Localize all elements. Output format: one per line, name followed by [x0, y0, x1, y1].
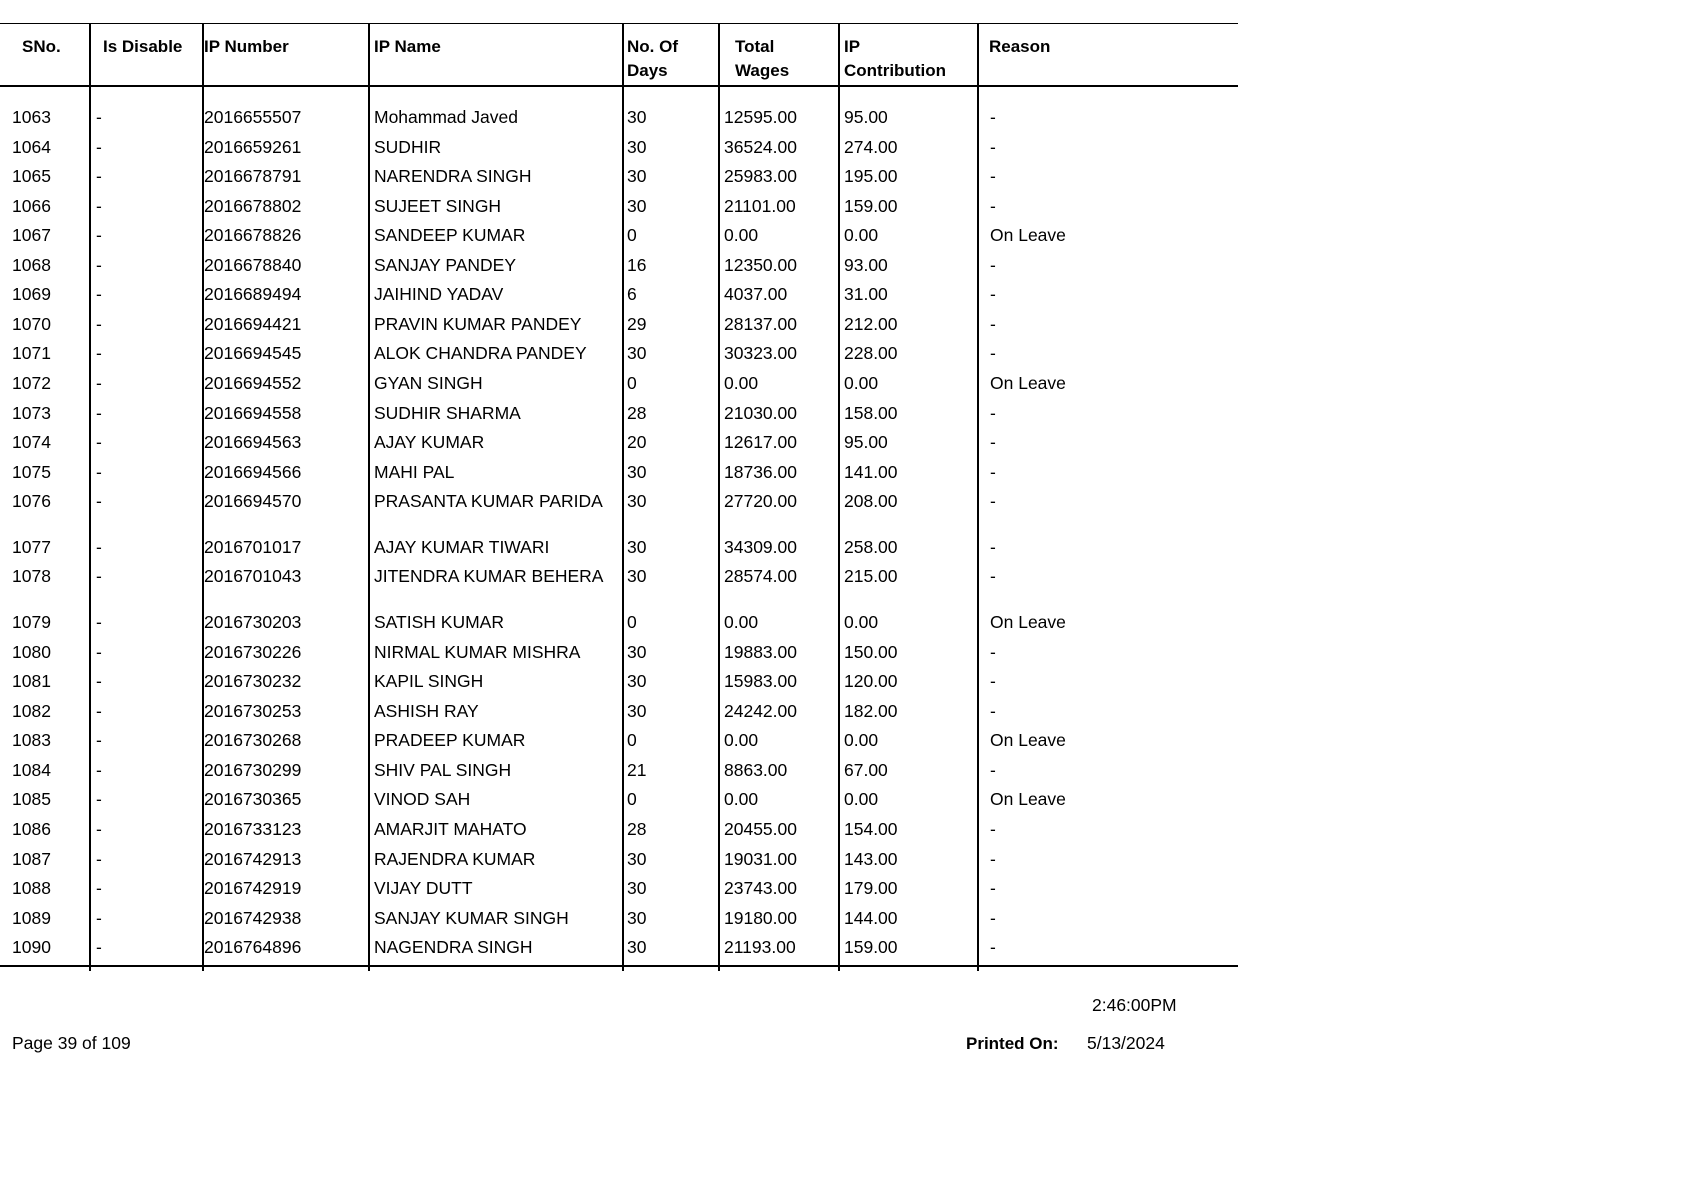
cell-ip-number: 2016678826 [204, 225, 302, 245]
cell-ip-number: 2016694545 [204, 343, 302, 363]
cell-disable: - [96, 937, 102, 957]
cell-days: 0 [627, 789, 637, 809]
cell-sno: 1076 [12, 491, 51, 511]
column-header-text: Is Disable [103, 37, 183, 56]
cell-wages: 0.00 [724, 789, 759, 809]
cell-days: 30 [627, 462, 647, 482]
cell-disable: - [96, 612, 102, 632]
cell-days: 30 [627, 537, 647, 557]
cell-reason: - [990, 107, 996, 127]
header-bottom-rule [0, 85, 1238, 87]
cell-sno: 1081 [12, 671, 51, 691]
printed-time: 2:46:00PM [1092, 995, 1177, 1015]
cell-disable: - [96, 225, 102, 245]
cell-reason: - [990, 878, 996, 898]
cell-reason: - [990, 196, 996, 216]
cell-wages: 24242.00 [724, 701, 797, 721]
cell-sno: 1072 [12, 373, 51, 393]
cell-ip-name: VIJAY DUTT [374, 878, 473, 898]
cell-days: 30 [627, 566, 647, 586]
cell-ip-name: JAIHIND YADAV [374, 284, 504, 304]
cell-ip-name: ASHISH RAY [374, 701, 479, 721]
cell-sno: 1065 [12, 166, 51, 186]
table-top-rule [0, 23, 1238, 24]
column-header-ip-number [204, 35, 289, 59]
cell-reason: - [990, 166, 996, 186]
cell-contribution: 215.00 [844, 566, 898, 586]
cell-days: 30 [627, 908, 647, 928]
cell-disable: - [96, 314, 102, 334]
cell-contribution: 0.00 [844, 225, 879, 245]
column-header-text: Wages [735, 61, 790, 80]
column-header-text: SNo. [22, 37, 61, 56]
cell-ip-number: 2016701017 [204, 537, 302, 557]
cell-wages: 12617.00 [724, 432, 797, 452]
cell-days: 30 [627, 107, 647, 127]
cell-wages: 27720.00 [724, 491, 797, 511]
column-header-text: IP Name [374, 37, 441, 56]
cell-ip-number: 2016730232 [204, 671, 302, 691]
cell-sno: 1075 [12, 462, 51, 482]
cell-ip-name: SUDHIR SHARMA [374, 403, 521, 423]
cell-sno: 1079 [12, 612, 51, 632]
cell-ip-name: RAJENDRA KUMAR [374, 849, 536, 869]
cell-wages: 21030.00 [724, 403, 797, 423]
contribution-table [0, 23, 1238, 971]
cell-disable: - [96, 878, 102, 898]
cell-reason: - [990, 819, 996, 839]
cell-sno: 1077 [12, 537, 51, 557]
cell-days: 0 [627, 612, 637, 632]
cell-ip-number: 2016694421 [204, 314, 302, 334]
cell-reason: - [990, 701, 996, 721]
cell-reason: - [990, 937, 996, 957]
cell-days: 30 [627, 343, 647, 363]
cell-contribution: 159.00 [844, 196, 898, 216]
cell-ip-number: 2016733123 [204, 819, 302, 839]
cell-ip-name: ALOK CHANDRA PANDEY [374, 343, 587, 363]
cell-reason: On Leave [990, 730, 1066, 750]
cell-disable: - [96, 819, 102, 839]
cell-ip-name: NAGENDRA SINGH [374, 937, 533, 957]
cell-sno: 1066 [12, 196, 51, 216]
cell-ip-name: SHIV PAL SINGH [374, 760, 512, 780]
cell-reason: - [990, 255, 996, 275]
cell-wages: 12350.00 [724, 255, 797, 275]
column-header-text: Days [627, 61, 668, 80]
cell-days: 30 [627, 166, 647, 186]
cell-disable: - [96, 137, 102, 157]
cell-contribution: 158.00 [844, 403, 898, 423]
cell-ip-number: 2016678840 [204, 255, 302, 275]
cell-ip-name: SANJAY PANDEY [374, 255, 516, 275]
cell-wages: 19883.00 [724, 642, 797, 662]
column-header-text: No. Of [627, 37, 678, 56]
cell-wages: 0.00 [724, 612, 759, 632]
cell-contribution: 208.00 [844, 491, 898, 511]
cell-disable: - [96, 730, 102, 750]
cell-ip-number: 2016694552 [204, 373, 302, 393]
cell-contribution: 144.00 [844, 908, 898, 928]
cell-contribution: 0.00 [844, 730, 879, 750]
cell-contribution: 141.00 [844, 462, 898, 482]
cell-disable: - [96, 373, 102, 393]
cell-wages: 23743.00 [724, 878, 797, 898]
cell-reason: On Leave [990, 373, 1066, 393]
cell-reason: On Leave [990, 225, 1066, 245]
cell-disable: - [96, 537, 102, 557]
cell-days: 21 [627, 760, 647, 780]
cell-disable: - [96, 196, 102, 216]
cell-wages: 20455.00 [724, 819, 797, 839]
cell-sno: 1064 [12, 137, 51, 157]
cell-reason: On Leave [990, 789, 1066, 809]
cell-days: 16 [627, 255, 647, 275]
cell-reason: - [990, 537, 996, 557]
cell-wages: 28137.00 [724, 314, 797, 334]
cell-ip-name: SUJEET SINGH [374, 196, 502, 216]
cell-days: 30 [627, 701, 647, 721]
printed-on-label: Printed On: [966, 1034, 1059, 1053]
cell-reason: - [990, 760, 996, 780]
cell-wages: 12595.00 [724, 107, 797, 127]
cell-disable: - [96, 908, 102, 928]
cell-contribution: 159.00 [844, 937, 898, 957]
cell-disable: - [96, 671, 102, 691]
cell-disable: - [96, 255, 102, 275]
cell-disable: - [96, 432, 102, 452]
cell-wages: 34309.00 [724, 537, 797, 557]
cell-wages: 21193.00 [724, 937, 796, 957]
cell-sno: 1074 [12, 432, 51, 452]
cell-reason: - [990, 432, 996, 452]
cell-reason: - [990, 137, 996, 157]
cell-ip-name: NIRMAL KUMAR MISHRA [374, 642, 581, 662]
column-divider [368, 23, 370, 971]
cell-days: 30 [627, 196, 647, 216]
cell-reason: - [990, 642, 996, 662]
cell-contribution: 212.00 [844, 314, 898, 334]
cell-days: 30 [627, 878, 647, 898]
cell-sno: 1080 [12, 642, 51, 662]
page-number: Page 39 of 109 [12, 1033, 131, 1053]
column-header-disable [103, 35, 182, 59]
column-header-reason [989, 35, 1050, 59]
cell-contribution: 179.00 [844, 878, 898, 898]
cell-ip-name: SUDHIR [374, 137, 442, 157]
cell-wages: 25983.00 [724, 166, 797, 186]
cell-days: 0 [627, 225, 637, 245]
cell-days: 30 [627, 937, 647, 957]
table-bottom-rule [0, 965, 1238, 967]
cell-ip-number: 2016730365 [204, 789, 302, 809]
cell-sno: 1067 [12, 225, 51, 245]
cell-sno: 1085 [12, 789, 51, 809]
column-header-text: IP Number [204, 37, 289, 56]
cell-wages: 18736.00 [724, 462, 797, 482]
cell-days: 28 [627, 403, 647, 423]
cell-contribution: 67.00 [844, 760, 888, 780]
cell-reason: - [990, 671, 996, 691]
cell-ip-name: GYAN SINGH [374, 373, 483, 393]
cell-reason: On Leave [990, 612, 1066, 632]
cell-ip-name: SATISH KUMAR [374, 612, 504, 632]
cell-ip-name: NARENDRA SINGH [374, 166, 532, 186]
cell-disable: - [96, 491, 102, 511]
cell-ip-name: Mohammad Javed [374, 107, 518, 127]
cell-reason: - [990, 284, 996, 304]
cell-disable: - [96, 701, 102, 721]
cell-sno: 1073 [12, 403, 51, 423]
cell-reason: - [990, 343, 996, 363]
cell-contribution: 154.00 [844, 819, 898, 839]
column-header-wages [735, 35, 789, 83]
column-header-text: IP [844, 37, 861, 56]
cell-ip-number: 2016659261 [204, 137, 302, 157]
cell-sno: 1088 [12, 878, 51, 898]
cell-sno: 1068 [12, 255, 51, 275]
cell-contribution: 31.00 [844, 284, 888, 304]
cell-ip-number: 2016730203 [204, 612, 302, 632]
cell-ip-number: 2016678791 [204, 166, 302, 186]
cell-contribution: 95.00 [844, 432, 888, 452]
cell-days: 30 [627, 491, 647, 511]
column-header-days [627, 35, 678, 83]
cell-wages: 8863.00 [724, 760, 788, 780]
cell-ip-name: PRAVIN KUMAR PANDEY [374, 314, 582, 334]
cell-disable: - [96, 789, 102, 809]
cell-reason: - [990, 314, 996, 334]
cell-days: 30 [627, 137, 647, 157]
cell-wages: 15983.00 [724, 671, 797, 691]
cell-wages: 19180.00 [724, 908, 797, 928]
cell-disable: - [96, 642, 102, 662]
cell-days: 20 [627, 432, 647, 452]
cell-ip-number: 2016730226 [204, 642, 302, 662]
column-header-text: Contribution [844, 61, 946, 80]
cell-ip-number: 2016742938 [204, 908, 302, 928]
cell-sno: 1082 [12, 701, 51, 721]
cell-days: 6 [627, 284, 637, 304]
column-divider [838, 23, 840, 971]
cell-disable: - [96, 849, 102, 869]
column-divider [977, 23, 979, 971]
cell-reason: - [990, 403, 996, 423]
cell-days: 30 [627, 642, 647, 662]
cell-contribution: 182.00 [844, 701, 898, 721]
cell-ip-name: PRADEEP KUMAR [374, 730, 526, 750]
cell-wages: 36524.00 [724, 137, 797, 157]
cell-sno: 1078 [12, 566, 51, 586]
cell-wages: 30323.00 [724, 343, 797, 363]
cell-sno: 1069 [12, 284, 51, 304]
cell-wages: 21101.00 [724, 196, 796, 216]
cell-contribution: 150.00 [844, 642, 898, 662]
cell-ip-number: 2016701043 [204, 566, 302, 586]
cell-contribution: 95.00 [844, 107, 888, 127]
cell-disable: - [96, 403, 102, 423]
cell-disable: - [96, 343, 102, 363]
cell-sno: 1087 [12, 849, 51, 869]
cell-wages: 4037.00 [724, 284, 788, 304]
cell-contribution: 143.00 [844, 849, 898, 869]
column-divider [89, 23, 91, 971]
cell-wages: 19031.00 [724, 849, 797, 869]
cell-days: 29 [627, 314, 647, 334]
column-divider [718, 23, 720, 971]
cell-reason: - [990, 566, 996, 586]
cell-ip-name: AJAY KUMAR TIWARI [374, 537, 550, 557]
cell-ip-number: 2016730268 [204, 730, 302, 750]
cell-wages: 0.00 [724, 373, 759, 393]
cell-contribution: 93.00 [844, 255, 888, 275]
cell-contribution: 120.00 [844, 671, 898, 691]
cell-ip-number: 2016694570 [204, 491, 302, 511]
cell-reason: - [990, 462, 996, 482]
cell-reason: - [990, 849, 996, 869]
cell-sno: 1084 [12, 760, 51, 780]
cell-ip-name: JITENDRA KUMAR BEHERA [374, 566, 604, 586]
cell-contribution: 0.00 [844, 373, 879, 393]
cell-disable: - [96, 462, 102, 482]
printed-date: 5/13/2024 [1087, 1033, 1165, 1053]
cell-ip-name: AJAY KUMAR [374, 432, 485, 452]
cell-disable: - [96, 284, 102, 304]
cell-ip-name: MAHI PAL [374, 462, 455, 482]
cell-ip-number: 2016730299 [204, 760, 302, 780]
cell-wages: 0.00 [724, 225, 759, 245]
cell-ip-number: 2016764896 [204, 937, 302, 957]
column-header-text: Total [735, 37, 775, 56]
cell-ip-number: 2016694558 [204, 403, 302, 423]
cell-contribution: 258.00 [844, 537, 898, 557]
cell-contribution: 228.00 [844, 343, 898, 363]
cell-disable: - [96, 107, 102, 127]
cell-sno: 1063 [12, 107, 51, 127]
cell-ip-name: SANDEEP KUMAR [374, 225, 526, 245]
cell-ip-number: 2016730253 [204, 701, 302, 721]
cell-sno: 1070 [12, 314, 51, 334]
cell-ip-name: PRASANTA KUMAR PARIDA [374, 491, 603, 511]
cell-wages: 28574.00 [724, 566, 797, 586]
cell-days: 30 [627, 671, 647, 691]
cell-days: 28 [627, 819, 647, 839]
cell-ip-name: VINOD SAH [374, 789, 471, 809]
cell-contribution: 195.00 [844, 166, 898, 186]
cell-days: 0 [627, 730, 637, 750]
column-header-sno [22, 35, 61, 59]
column-header-contribution [844, 35, 946, 83]
cell-sno: 1089 [12, 908, 51, 928]
cell-contribution: 0.00 [844, 789, 879, 809]
column-divider [622, 23, 624, 971]
cell-wages: 0.00 [724, 730, 759, 750]
cell-sno: 1083 [12, 730, 51, 750]
cell-reason: - [990, 491, 996, 511]
cell-disable: - [96, 566, 102, 586]
cell-days: 0 [627, 373, 637, 393]
cell-ip-number: 2016689494 [204, 284, 302, 304]
cell-disable: - [96, 166, 102, 186]
cell-sno: 1071 [12, 343, 51, 363]
cell-ip-number: 2016742913 [204, 849, 302, 869]
cell-disable: - [96, 760, 102, 780]
cell-ip-name: KAPIL SINGH [374, 671, 484, 691]
cell-ip-number: 2016678802 [204, 196, 302, 216]
cell-sno: 1090 [12, 937, 51, 957]
cell-ip-name: SANJAY KUMAR SINGH [374, 908, 569, 928]
cell-ip-number: 2016694563 [204, 432, 302, 452]
cell-ip-name: AMARJIT MAHATO [374, 819, 527, 839]
cell-ip-number: 2016694566 [204, 462, 302, 482]
cell-contribution: 274.00 [844, 137, 898, 157]
column-header-ip-name [374, 35, 441, 59]
cell-days: 30 [627, 849, 647, 869]
cell-ip-number: 2016655507 [204, 107, 302, 127]
cell-ip-number: 2016742919 [204, 878, 302, 898]
column-header-text: Reason [989, 37, 1051, 56]
cell-contribution: 0.00 [844, 612, 879, 632]
cell-sno: 1086 [12, 819, 51, 839]
cell-reason: - [990, 908, 996, 928]
